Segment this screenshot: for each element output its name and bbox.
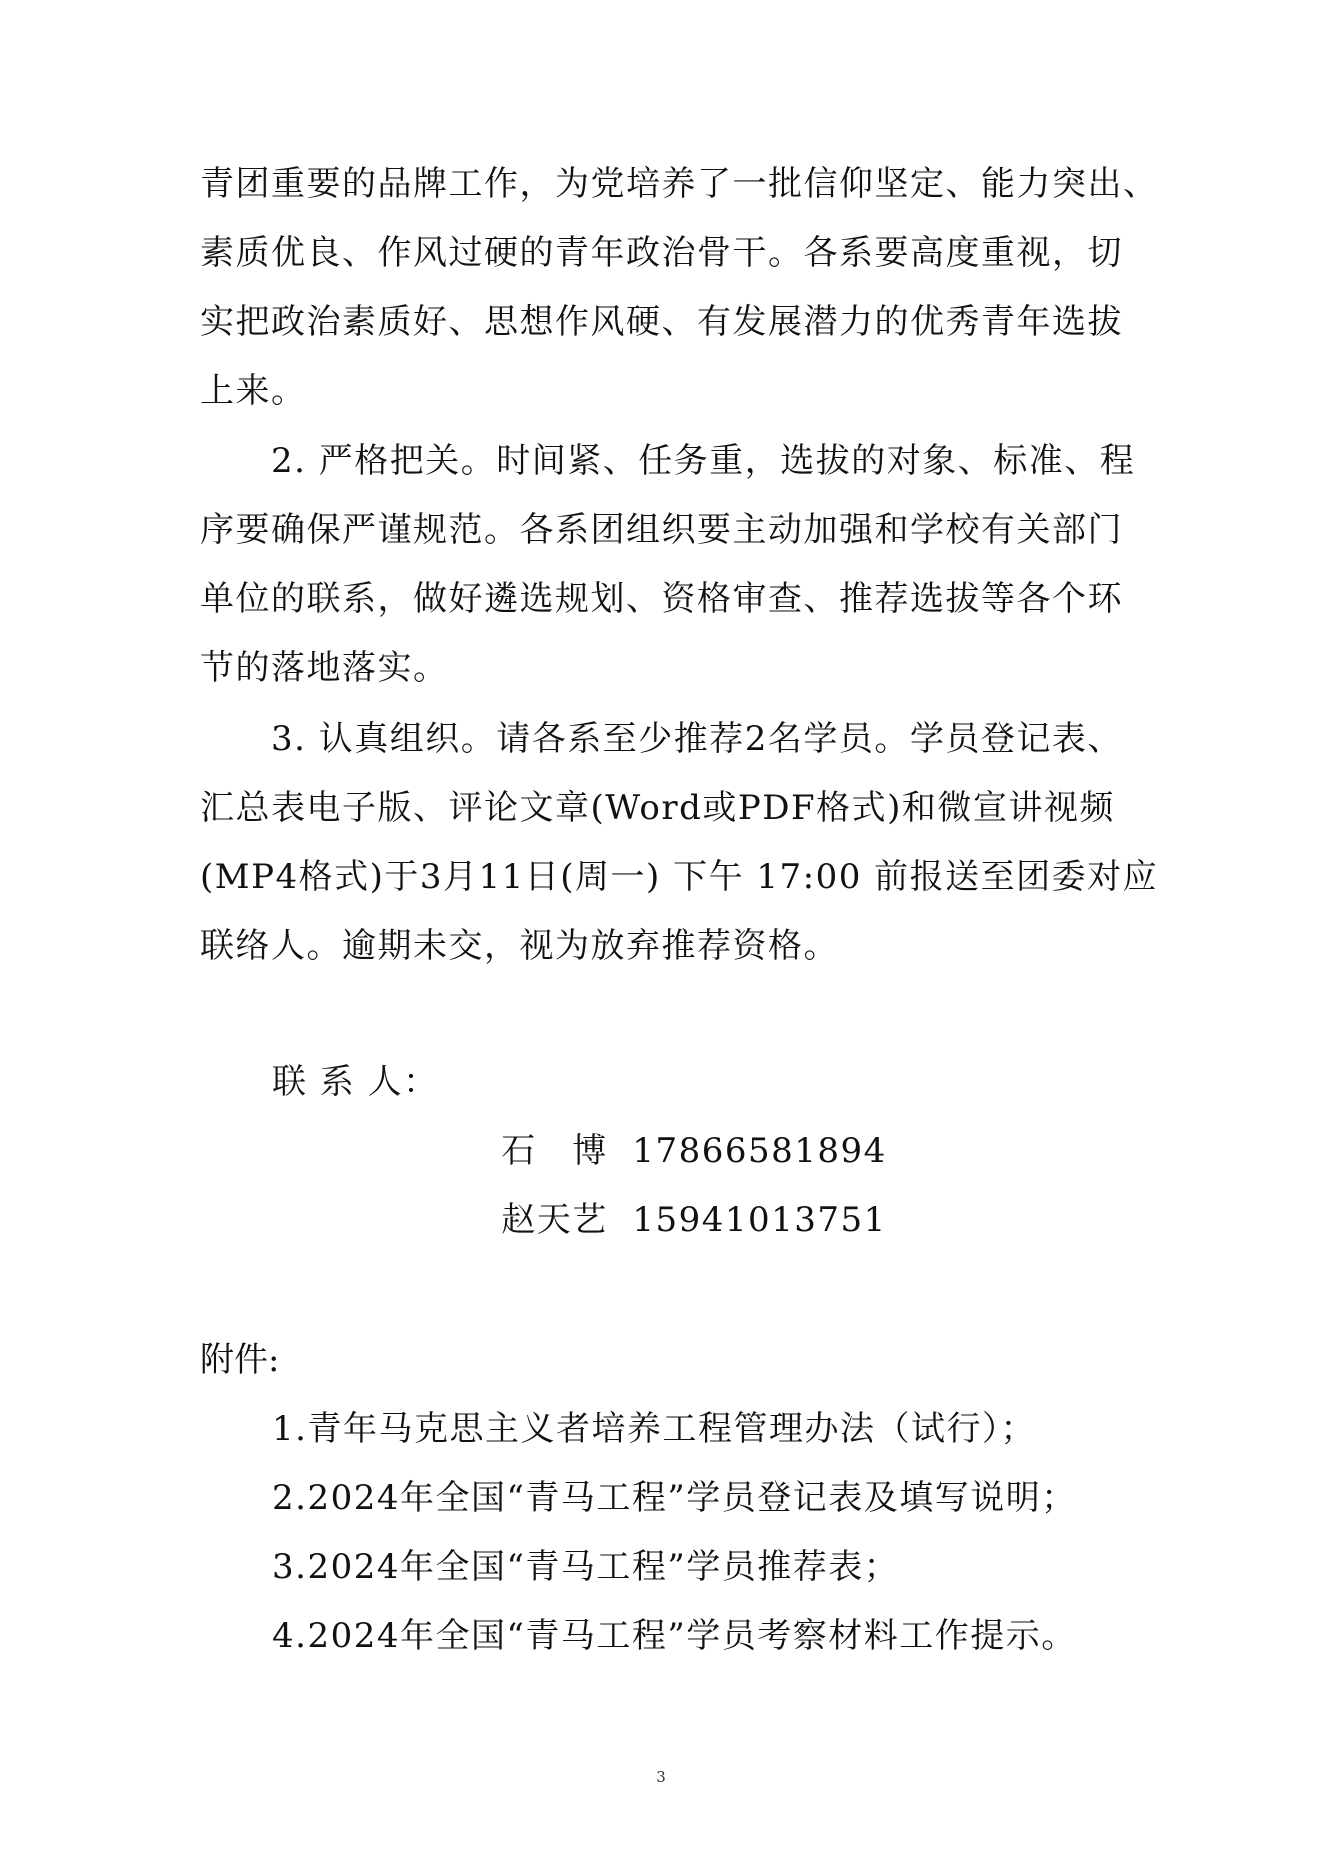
paragraph-intro: [200, 150, 1159, 426]
text-line: 单位的联系，做好遴选规划、资格审查、推荐选拔等各个环: [200, 579, 1123, 619]
text-line: 序要确保严谨规范。各系团组织要主动加强和学校有关部门: [200, 510, 1123, 550]
text-line: 青团重要的品牌工作，为党培养了一批信仰坚定、能力突出、: [200, 164, 1159, 204]
text-line: 上来。: [200, 371, 307, 411]
text-line: 汇总表电子版、评论文章(Word或PDF格式)和微宣讲视频: [200, 788, 1115, 828]
contact-row: [452, 1117, 887, 1240]
page-number: 3: [656, 1768, 666, 1786]
contact-name: 石 博: [501, 1131, 608, 1171]
text-line: (MP4格式)于3月11日(周一) 下午 17:00 前报送至团委对应: [200, 857, 1159, 897]
paragraph-strict-review: [200, 427, 1136, 703]
contact-phone: 15941013751: [632, 1200, 887, 1240]
text-line: 联络人。逾期未交，视为放弃推荐资格。: [200, 926, 839, 966]
text-line: 实把政治素质好、思想作风硬、有发展潜力的优秀青年选拔: [200, 302, 1123, 342]
text-line: 素质优良、作风过硬的青年政治骨干。各系要高度重视，切: [200, 233, 1123, 273]
text-line: 2. 严格把关。时间紧、任务重，选拔的对象、标准、程: [200, 441, 1136, 481]
paragraph-organize: [200, 705, 1159, 981]
text-line: 节的落地落实。: [200, 648, 449, 688]
attachments-heading: 附件:: [200, 1340, 280, 1380]
contact-row: [452, 1048, 887, 1171]
attachment-item: 1.青年马克思主义者培养工程管理办法（试行）；: [272, 1409, 1036, 1449]
contact-label: 联 系 人：: [272, 1062, 439, 1102]
attachment-item: 4.2024年全国“青马工程”学员考察材料工作提示。: [272, 1616, 1077, 1656]
contact-name: 赵天艺: [501, 1200, 608, 1240]
contact-phone: 17866581894: [632, 1131, 887, 1171]
attachment-item: 2.2024年全国“青马工程”学员登记表及填写说明；: [272, 1478, 1077, 1518]
attachment-item: 3.2024年全国“青马工程”学员推荐表；: [272, 1547, 900, 1587]
attachments-list: [272, 1395, 1122, 1671]
text-line: 3. 认真组织。请各系至少推荐2名学员。学员登记表、: [200, 719, 1123, 759]
